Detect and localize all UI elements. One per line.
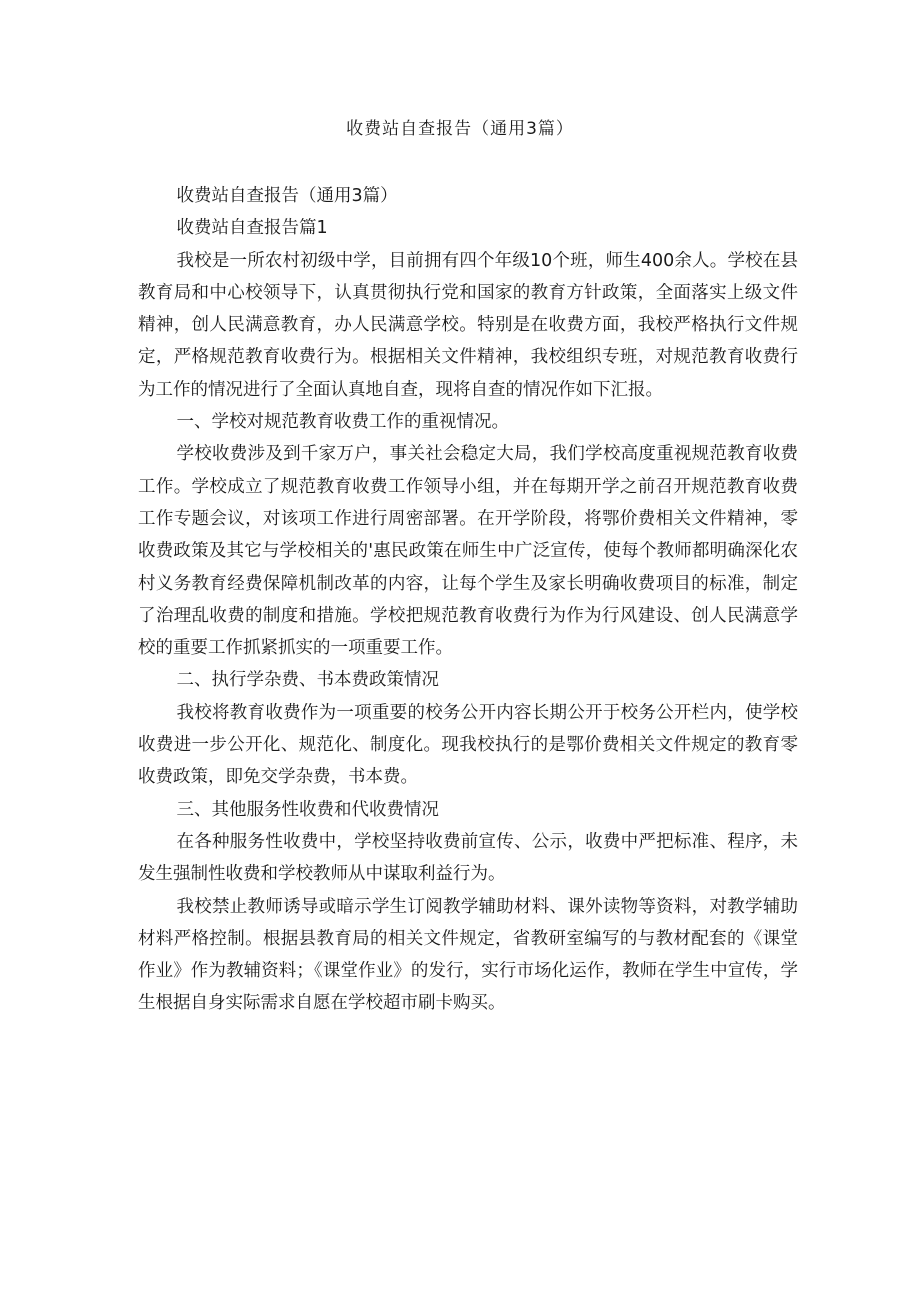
paragraph-section-1: 学校收费涉及到千家万户，事关社会稳定大局，我们学校高度重视规范教育收费工作。学校成立了规范教育收费工作领导小组，并在每期开学之前召开规范教育收费工作专题会议，对该项工作进行周密部署。在开学阶段，将鄂价费相关文件精神，零收费政策及其它与学校相关的'惠民政策在师生中广泛宣传，使每个教师都明确深化农村义务教育经费保障机制改革的内容，让每个学生及家长明确收费项目的标准，制定了治理乱收费的制度和措施。学校把规范教育收费行为作为行风建设、创人民满意学校的重要工作抓紧抓实的一项重要工作。 [138, 444, 798, 659]
heading-section-3: 三、其他服务性收费和代收费情况 [176, 799, 439, 820]
heading-section-1: 一、学校对规范教育收费工作的重视情况。 [176, 412, 509, 433]
paragraph-section-2: 我校将教育收费作为一项重要的校务公开内容长期公开于校务公开栏内，使学校收费进一步公开化、规范化、制度化。现我校执行的是鄂价费相关文件规定的教育零收费政策，即免交学杂费，书本费。 [138, 702, 798, 788]
paragraph-section-3a: 在各种服务性收费中，学校坚持收费前宣传、公示，收费中严把标准、程序，未发生强制性收费和学校教师从中谋取利益行为。 [138, 831, 798, 885]
paragraph-intro: 我校是一所农村初级中学，目前拥有四个年级10个班，师生400余人。学校在县教育局和中心校领导下，认真贯彻执行党和国家的教育方针政策，全面落实上级文件精神，创人民满意教育，办人民满意学校。特别是在收费方面，我校严格执行文件规定，严格规范教育收费行为。根据相关文件精神，我校组织专班，对规范教育收费行为工作的情况进行了全面认真地自查，现将自查的情况作如下汇报。 [138, 250, 798, 400]
document-subtitle: 收费站自查报告（通用3篇） [176, 186, 398, 206]
paragraph-section-3b: 我校禁止教师诱导或暗示学生订阅教学辅助材料、课外读物等资料，对教学辅助材料严格控制。根据县教育局的相关文件规定，省教研室编写的与教材配套的《课堂作业》作为教辅资料；《课堂作业》的发行，实行市场化运作，教师在学生中宣传，学生根据自身实际需求自愿在学校超市刷卡购买。 [138, 896, 798, 1014]
heading-section-2: 二、执行学杂费、书本费政策情况 [176, 670, 439, 691]
section-title: 收费站自查报告篇1 [176, 218, 328, 239]
document-body [138, 180, 798, 1020]
document-title: 收费站自查报告（通用3篇） [346, 119, 574, 139]
